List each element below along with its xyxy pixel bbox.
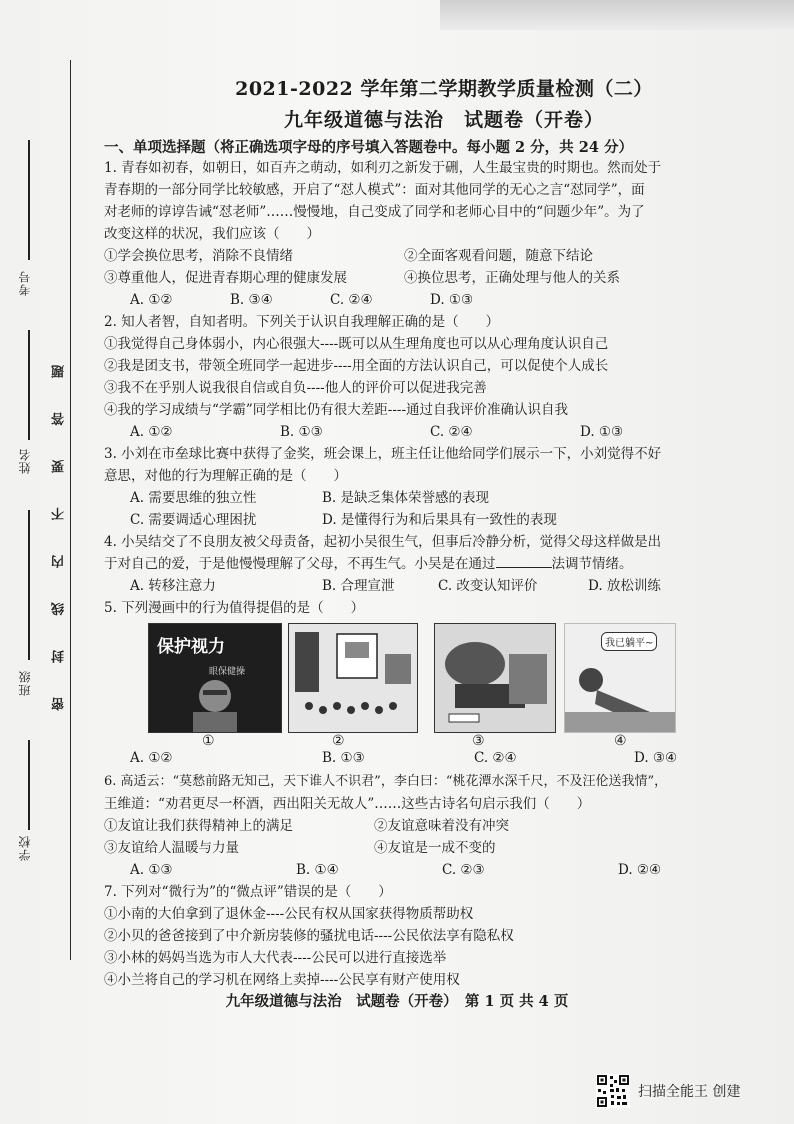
q6-option-d: D. ②④	[618, 862, 662, 878]
qr-code-icon	[596, 1074, 630, 1108]
q6-statements	[104, 815, 764, 837]
q1-statement: ③尊重他人，促进青春期心理的健康发展	[104, 270, 347, 286]
q2-statement: ③我不在乎别人说我很自信或自负----他人的评价可以促进我完善	[104, 380, 487, 396]
comic-strip	[104, 623, 764, 753]
q1-line: 青春期的一部分同学比较敏感，开启了“怼人模式”：面对其他同学的无心之言“怼同学”，面	[104, 182, 645, 198]
q2-statement: ②我是团支书，带领全班同学一起进步----用全面的方法认识自己，可以促使个人成长	[104, 358, 609, 374]
comic-panel-4	[564, 623, 676, 733]
panel1-sub: 眼保健操	[209, 667, 246, 677]
q1-option-d: D. ①③	[430, 292, 474, 308]
q2-option-a: A. ①②	[130, 424, 173, 440]
class-label: 班级	[18, 670, 32, 696]
comic-panel-2	[288, 623, 418, 733]
q4-option-c: C. 改变认知评价	[438, 578, 538, 594]
q2-stem: 2. 知人者智，自知者明。下列关于认识自我理解正确的是（ ）	[104, 314, 500, 330]
q2-statement: ①我觉得自己身体弱小，内心很强大----既可以从生理角度也可以从心理角度认识自己	[104, 336, 609, 352]
q6-statement: ③友谊给人温暖与力量	[104, 840, 239, 856]
q4-line: 4. 小吴结交了不良朋友被父母责备，起初小吴很生气，但事后冷静分析，觉得父母这样做是出	[104, 534, 662, 550]
question-4	[104, 531, 764, 597]
question-5	[104, 597, 764, 769]
q2-option-d: D. ①③	[580, 424, 624, 440]
q3-option-b: B. 是缺乏集体荣誉感的表现	[322, 490, 490, 506]
q5-option-a: A. ①②	[130, 750, 173, 766]
school-line	[28, 740, 30, 830]
q1-option-c: C. ②④	[330, 292, 373, 308]
q3-option-a: A. 需要思维的独立性	[130, 490, 257, 506]
seal-line-notice: 密 封 线 内 不 要 答 题	[52, 350, 67, 711]
q3-option-d: D. 是懂得行为和后果具有一致性的表现	[322, 512, 557, 528]
q6-option-a: A. ①③	[130, 862, 173, 878]
q1-statements	[104, 267, 764, 289]
q6-statement: ①友谊让我们获得精神上的满足	[104, 818, 293, 834]
q6-option-b: B. ①④	[296, 862, 339, 878]
exam-no-label: 考号	[18, 270, 32, 296]
q7-statement: ②小贝的爸爸接到了中介新房装修的骚扰电话----公民依法享有隐私权	[104, 928, 514, 944]
panel-label: ②	[332, 733, 345, 749]
q6-line: 王维道：“劝君更尽一杯酒，西出阳关无故人”……这些古诗名句启示我们（ ）	[104, 796, 591, 812]
q3-line: 意思，对他的行为理解正确的是（ ）	[104, 468, 347, 484]
page-footer: 九年级道德与法治 试题卷（开卷） 第 1 页 共 4 页	[225, 993, 569, 1010]
q1-option-a: A. ①②	[130, 292, 173, 308]
q3-line: 3. 小刘在市垒球比赛中获得了金奖，班会课上，班主任让他给同学们展示一下，小刘觉得不好	[104, 446, 662, 462]
panel-label: ①	[202, 733, 215, 749]
question-6	[104, 771, 764, 881]
q5-option-c: C. ②④	[474, 750, 517, 766]
q4-option-d: D. 放松训练	[588, 578, 661, 594]
class-line	[28, 510, 30, 660]
name-label: 姓名	[18, 448, 32, 474]
question-3	[104, 443, 764, 531]
q2-options	[104, 421, 764, 443]
section-heading: 一、单项选择题（将正确选项字母的序号填入答题卷中。每小题 2 分，共 24 分）	[104, 139, 633, 156]
q4-options	[104, 575, 764, 597]
exam-subtitle: 九年级道德与法治 试题卷（开卷）	[283, 109, 604, 131]
exam-content	[104, 74, 764, 991]
q6-statements	[104, 837, 764, 859]
q6-options	[104, 859, 764, 881]
q1-statements	[104, 245, 764, 267]
q1-line: 对老师的谆谆告诫“怼老师”……慢慢地，自己变成了同学和老师心目中的“问题少年”。为了	[104, 204, 645, 220]
q2-option-c: C. ②④	[430, 424, 473, 440]
question-1	[104, 157, 764, 311]
scan-shadow	[440, 0, 794, 30]
q1-line: 改变这样的状况，我们应该（ ）	[104, 226, 320, 242]
q6-line: 6. 高适云：“莫愁前路无知己，天下谁人不识君”，李白曰：“桃花潭水深千尺，不及汪伦送我情”，	[104, 774, 668, 789]
q6-statement: ②友谊意味着没有冲突	[374, 818, 509, 834]
q6-option-c: C. ②③	[442, 862, 485, 878]
comic-panel-1	[148, 623, 282, 733]
q1-options	[104, 289, 764, 311]
q3-option-c: C. 需要调适心理困扰	[130, 512, 257, 528]
q5-stem: 5. 下列漫画中的行为值得提倡的是（ ）	[104, 600, 365, 616]
q1-statement: ④换位思考，正确处理与他人的关系	[404, 270, 620, 286]
q3-options	[104, 509, 764, 531]
panel-label: ④	[614, 733, 627, 749]
comic-panel-3	[434, 623, 556, 733]
q1-line: 1. 青春如初春，如朝日，如百卉之萌动，如利刃之新发于硎，人生最宝贵的时期也。然而处于	[104, 160, 662, 176]
scanner-watermark	[596, 1074, 740, 1108]
q1-option-b: B. ③④	[230, 292, 273, 308]
q1-statement: ②全面客观看问题，随意下结论	[404, 248, 593, 264]
answer-blank	[496, 553, 552, 568]
machine-crowd-icon	[289, 624, 417, 732]
q2-option-b: B. ①③	[280, 424, 323, 440]
panel-label: ③	[472, 733, 485, 749]
q3-options	[104, 487, 764, 509]
panel1-heading: 保护视力	[157, 637, 225, 657]
q4-option-b: B. 合理宣泄	[322, 578, 395, 594]
q5-option-b: B. ①③	[322, 750, 365, 766]
name-line	[28, 330, 30, 440]
question-7	[104, 881, 764, 991]
q4-option-a: A. 转移注意力	[130, 578, 216, 594]
q5-option-d: D. ③④	[634, 750, 678, 766]
q4-line: 于对自己的爱，于是他慢慢理解了父母，不再生气。小吴是在通过 法调节情绪。	[104, 553, 764, 575]
question-2	[104, 311, 764, 443]
speech-bubble: 我已躺平~	[601, 632, 657, 651]
q7-statement: ①小南的大伯拿到了退休金----公民有权从国家获得物质帮助权	[104, 906, 474, 922]
school-label: 学校	[18, 835, 32, 861]
sleeping-figure-icon	[435, 624, 555, 732]
scanner-brand: 扫描全能王 创建	[638, 1084, 741, 1100]
q6-statement: ④友谊是一成不变的	[374, 840, 496, 856]
student-figure-icon	[179, 676, 251, 732]
q7-statement: ④小兰将自己的学习机在网络上卖掉----公民享有财产使用权	[104, 972, 460, 988]
exam-title: 2021-2022 学年第二学期教学质量检测（二）	[235, 78, 653, 100]
q2-statement: ④我的学习成绩与“学霸”同学相比仍有很大差距----通过自我评价准确认识自我	[104, 402, 569, 418]
q1-statement: ①学会换位思考，消除不良情绪	[104, 248, 293, 264]
lying-person-icon	[565, 654, 675, 732]
q7-stem: 7. 下列对“微行为”的“微点评”错误的是（ ）	[104, 884, 392, 900]
q7-statement: ③小林的妈妈当选为市人大代表----公民可以进行直接选举	[104, 950, 447, 966]
exam-no-line	[28, 140, 30, 260]
